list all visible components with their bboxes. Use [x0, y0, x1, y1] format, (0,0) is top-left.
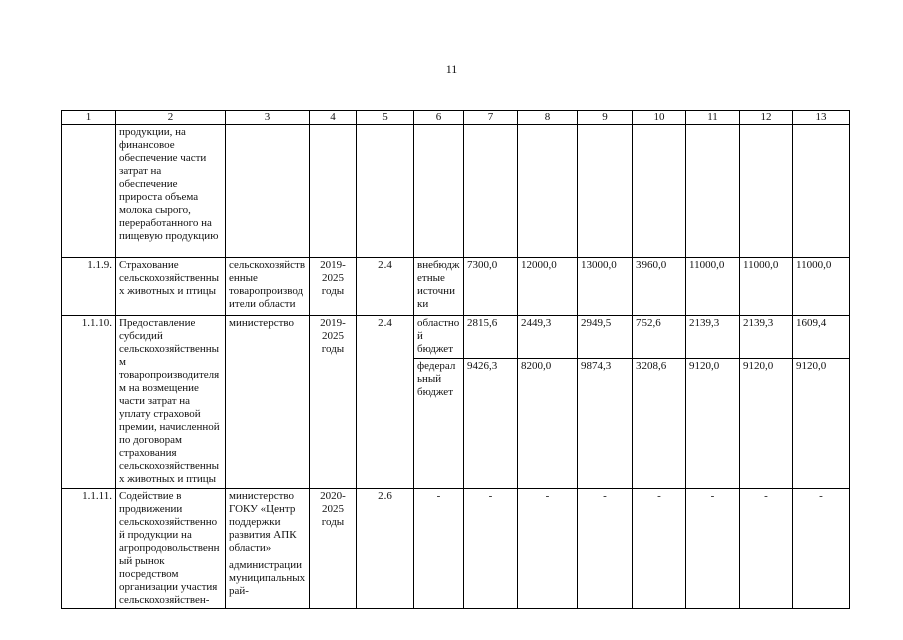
- period-cell: 2019-2025 годы: [310, 258, 357, 316]
- table-cell: [686, 125, 740, 258]
- value-cell: 2815,6: [464, 316, 518, 359]
- value-cell: 2139,3: [740, 316, 793, 359]
- header-cell: 10: [633, 111, 686, 125]
- value-cell: 9120,0: [686, 359, 740, 489]
- header-cell: 11: [686, 111, 740, 125]
- table-cell: [578, 125, 633, 258]
- period-cell: 2020-2025 годы: [310, 489, 357, 609]
- measure-name-cell: Предоставление субсидий сельскохозяйственным товаропроизводителям на возмещение части затрат на уплату страховой премии, начисленной по договорам страхования сельскохозяйственных животных и птицы: [116, 316, 226, 489]
- value-cell: -: [578, 489, 633, 609]
- measure-name-cell: Страхование сельскохозяйственных животных и птицы: [116, 258, 226, 316]
- measure-number: 1.1.9.: [62, 258, 116, 316]
- code-cell: 2.4: [357, 258, 414, 316]
- funding-source-cell: внебюджетные источники: [414, 258, 464, 316]
- executor-cell: министерство: [226, 316, 310, 489]
- header-cell: 6: [414, 111, 464, 125]
- value-cell: 3960,0: [633, 258, 686, 316]
- value-cell: 9874,3: [578, 359, 633, 489]
- funding-source-cell: областной бюджет: [414, 316, 464, 359]
- table-cell: [414, 125, 464, 258]
- program-measures-table: [61, 110, 850, 609]
- value-cell: 8200,0: [518, 359, 578, 489]
- table-row-1-1-10: [62, 316, 850, 359]
- funding-source-cell: -: [414, 489, 464, 609]
- value-cell: 13000,0: [578, 258, 633, 316]
- table-cell: [464, 125, 518, 258]
- value-cell: 2449,3: [518, 316, 578, 359]
- table-cell: [793, 125, 850, 258]
- value-cell: 3208,6: [633, 359, 686, 489]
- page-number: 11: [445, 62, 458, 76]
- header-cell: 2: [116, 111, 226, 125]
- header-cell: 9: [578, 111, 633, 125]
- measure-name-cell: Содействие в продвижении сельскохозяйственной продукции на агропродовольственный рынок посредством организации участия сельскохозяйствен-: [116, 489, 226, 609]
- value-cell: -: [518, 489, 578, 609]
- measure-number: 1.1.11.: [62, 489, 116, 609]
- table-cell: [310, 125, 357, 258]
- header-cell: 8: [518, 111, 578, 125]
- table-cell: [518, 125, 578, 258]
- value-cell: 2139,3: [686, 316, 740, 359]
- period-cell: 2019-2025 годы: [310, 316, 357, 489]
- table-row-1-1-9: [62, 258, 850, 316]
- table-cell: [633, 125, 686, 258]
- header-cell: 1: [62, 111, 116, 125]
- executor-cell: сельскохозяйственные товаропроизводители области: [226, 258, 310, 316]
- value-cell: 9426,3: [464, 359, 518, 489]
- measure-name-cell: продукции, на финансовое обеспечение части затрат на обеспечение прироста объема молока сырого, переработанного на пищевую продукцию: [116, 125, 226, 258]
- header-cell: 5: [357, 111, 414, 125]
- table-cell: [740, 125, 793, 258]
- table-cell: [226, 125, 310, 258]
- value-cell: 1609,4: [793, 316, 850, 359]
- value-cell: 11000,0: [740, 258, 793, 316]
- value-cell: -: [633, 489, 686, 609]
- header-cell: 3: [226, 111, 310, 125]
- table-row-1-1-11: [62, 489, 850, 609]
- code-cell: 2.6: [357, 489, 414, 609]
- executor-cell: [226, 489, 310, 609]
- header-row: [62, 111, 850, 125]
- table-cell: [62, 125, 116, 258]
- executor-line: министерство: [229, 490, 295, 502]
- value-cell: -: [464, 489, 518, 609]
- executor-line: администрации муниципальных рай-: [229, 559, 306, 597]
- value-cell: 11000,0: [686, 258, 740, 316]
- value-cell: 7300,0: [464, 258, 518, 316]
- value-cell: 9120,0: [740, 359, 793, 489]
- value-cell: 11000,0: [793, 258, 850, 316]
- header-cell: 12: [740, 111, 793, 125]
- value-cell: -: [686, 489, 740, 609]
- funding-source-cell: федеральный бюджет: [414, 359, 464, 489]
- table-cell: [357, 125, 414, 258]
- value-cell: 752,6: [633, 316, 686, 359]
- header-cell: 7: [464, 111, 518, 125]
- executor-line: ГОКУ «Центр поддержки развития АПК области»: [229, 503, 297, 554]
- value-cell: -: [793, 489, 850, 609]
- measure-number: 1.1.10.: [62, 316, 116, 489]
- header-cell: 4: [310, 111, 357, 125]
- header-cell: 13: [793, 111, 850, 125]
- value-cell: 2949,5: [578, 316, 633, 359]
- value-cell: 12000,0: [518, 258, 578, 316]
- code-cell: 2.4: [357, 316, 414, 489]
- value-cell: 9120,0: [793, 359, 850, 489]
- table-row-continuation: [62, 125, 850, 258]
- value-cell: -: [740, 489, 793, 609]
